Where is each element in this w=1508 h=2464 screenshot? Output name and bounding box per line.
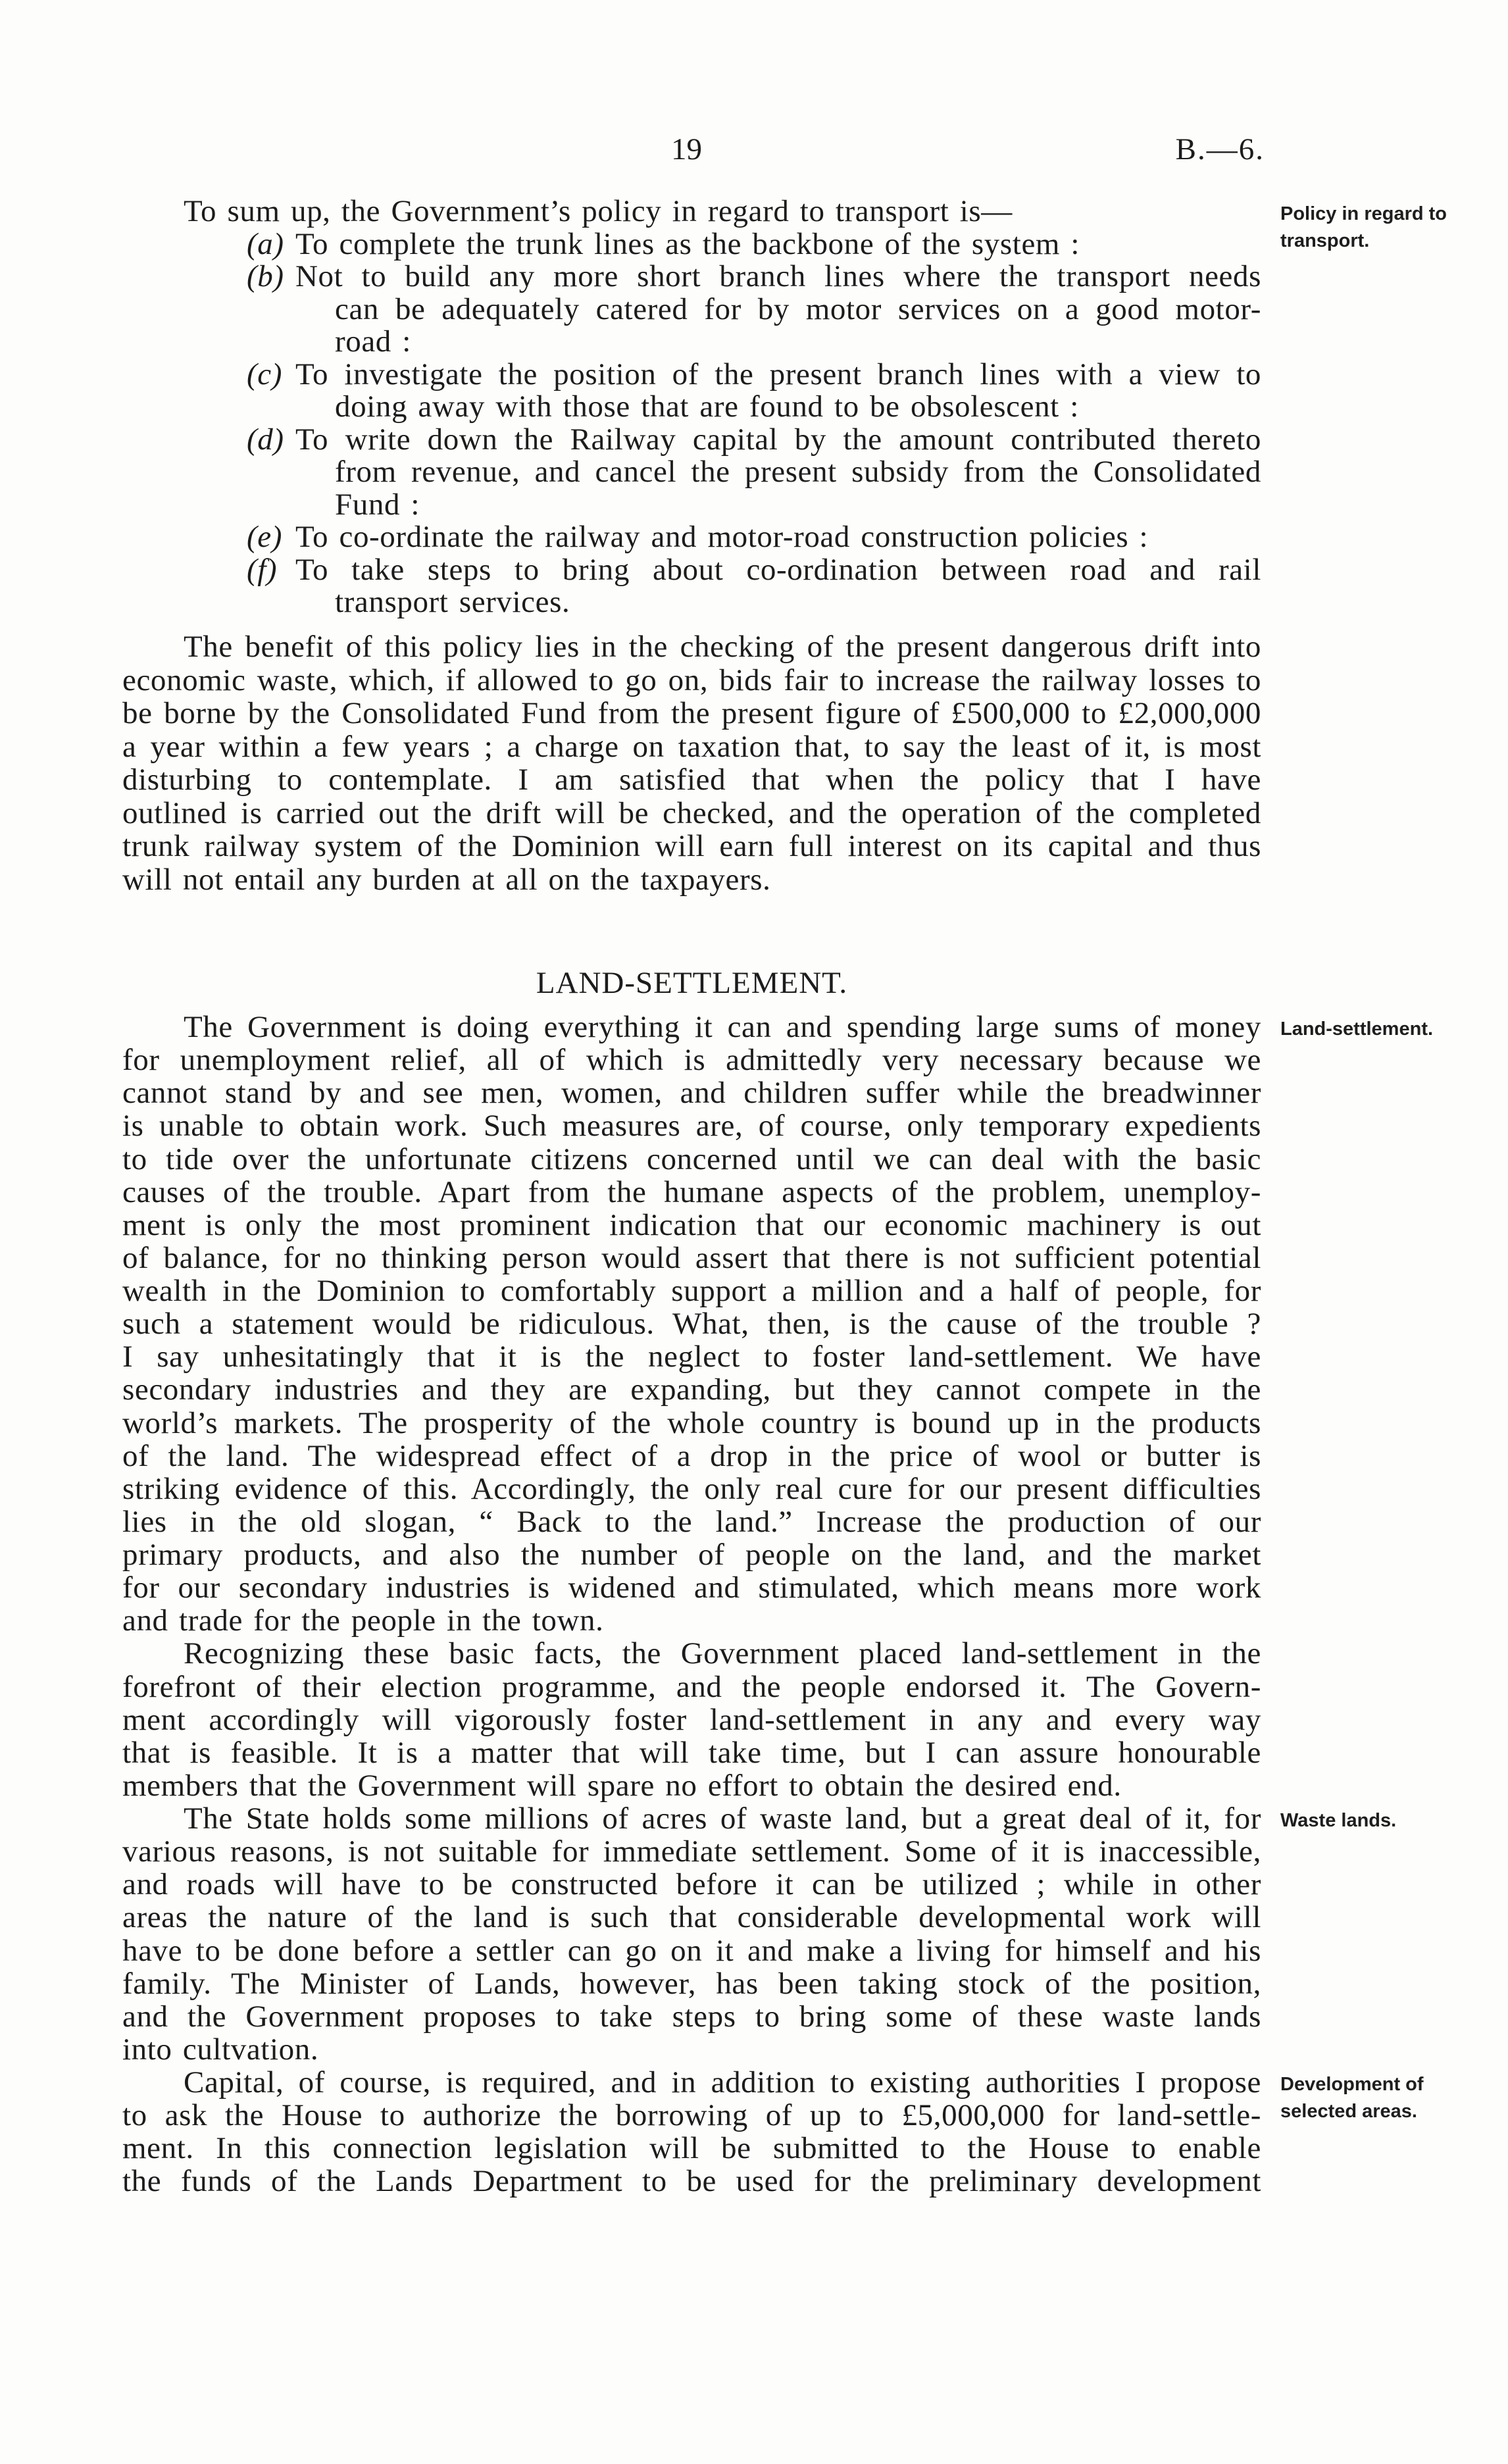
text-line: family. The Minister of Lands, however, has been taking stock of the position, xyxy=(122,1966,1261,2001)
margin-note-development xyxy=(1280,2071,1424,2125)
text-line: such a statement would be ridiculous. What, then, is the cause of the trouble ? xyxy=(122,1307,1261,1342)
list-label: (c) xyxy=(247,357,282,391)
page-number: 19 xyxy=(671,132,702,166)
text-line: economic waste, which, if allowed to go on, bids fair to increase the railway losses to xyxy=(122,663,1261,697)
transport-policy-intro: To sum up, the Government’s policy in regard to transport is— xyxy=(184,194,1013,228)
policy-item-f-continuation: transport services. xyxy=(335,585,570,619)
list-label: (e) xyxy=(247,520,282,554)
text-line: The benefit of this policy lies in the checking of the present dangerous drift into xyxy=(184,630,1261,664)
transport-policy-section xyxy=(122,195,1261,619)
text-line: for our secondary industries is widened and stimulated, which means more work xyxy=(122,1571,1261,1605)
text-line: I say unhesitatingly that it is the neglect to foster land-settlement. We have xyxy=(122,1340,1261,1374)
paragraph-waste-lands xyxy=(122,1802,1261,2066)
text-line: of balance, for no thinking person would assert that there is not sufficient potential xyxy=(122,1240,1261,1275)
policy-item-d xyxy=(122,424,1261,457)
text-line: outlined is carried out the drift will be checked, and the operation of the completed xyxy=(122,795,1261,830)
policy-item-c xyxy=(122,359,1261,391)
list-label: (b) xyxy=(247,259,284,293)
land-settlement-section xyxy=(122,1011,1261,2198)
list-label: (f) xyxy=(247,552,278,587)
margin-note-line: selected areas. xyxy=(1280,2100,1417,2122)
text-line: disturbing to contemplate. I am satisfied that when the policy that I have xyxy=(122,763,1261,797)
text-line: world’s markets. The prosperity of the whole country is bound up in the products xyxy=(122,1405,1261,1440)
policy-item-e xyxy=(122,521,1261,554)
list-text: To write down the Railway capital by the amount contributed thereto xyxy=(295,422,1261,457)
text-line: have to be done before a settler can go on it and make a living for himself and his xyxy=(122,1933,1261,1968)
list-text: To take steps to bring about co-ordination between road and rail xyxy=(295,552,1261,587)
text-line: ment is only the most prominent indication that our economic machinery is out xyxy=(122,1207,1261,1242)
text-line: various reasons, is not suitable for immediate settlement. Some of it is inaccessible, xyxy=(122,1834,1261,1869)
list-text: To complete the trunk lines as the backbone of the system : xyxy=(295,226,1080,261)
text-line: secondary industries and they are expanding, but they cannot compete in the xyxy=(122,1372,1261,1407)
policy-item-a xyxy=(122,228,1261,261)
paragraph-land-settlement xyxy=(122,1011,1261,1637)
text-line: be borne by the Consolidated Fund from the present figure of £500,000 to £2,000,000 xyxy=(122,696,1261,730)
text-line: areas the nature of the land is such that considerable developmental work will xyxy=(122,1900,1261,1935)
paragraph-capital xyxy=(122,2066,1261,2198)
list-label: (a) xyxy=(247,226,284,261)
policy-item-d-continuation: from revenue, and cancel the present subsidy from the Consolidated xyxy=(335,455,1261,489)
margin-note-line: Development of xyxy=(1280,2074,1424,2095)
text-line: and the Government proposes to take steps to bring some of these waste lands xyxy=(122,1999,1261,2034)
text-line: forefront of their election programme, and the people endorsed it. The Govern- xyxy=(122,1669,1261,1704)
text-line: that is feasible. It is a matter that will take time, but I can assure honourable xyxy=(122,1735,1261,1770)
policy-item-d-continuation: Fund : xyxy=(335,487,420,522)
margin-note-waste-lands xyxy=(1280,1807,1396,1834)
text-line: Recognizing these basic facts, the Government placed land-settlement in the xyxy=(184,1636,1261,1671)
policy-item-b xyxy=(122,261,1261,293)
text-line: to ask the House to authorize the borrowing of up to £5,000,000 for land-settle- xyxy=(122,2098,1261,2133)
text-line: for unemployment relief, all of which is admittedly very necessary because we xyxy=(122,1043,1261,1078)
list-label: (d) xyxy=(247,422,284,457)
policy-item-f xyxy=(122,554,1261,587)
text-line: and roads will have to be constructed before it can be utilized ; while in other xyxy=(122,1867,1261,1902)
text-line: The Government is doing everything it can and spending large sums of money xyxy=(184,1010,1261,1044)
text-line: a year within a few years ; a charge on taxation that, to say the least of it, is most xyxy=(122,729,1261,764)
margin-note-transport-policy xyxy=(1280,201,1447,254)
text-line: is unable to obtain work. Such measures are, of course, only temporary expedients xyxy=(122,1109,1261,1144)
text-line: ment. In this connection legislation will be submitted to the House to enable xyxy=(122,2131,1261,2166)
list-text: Not to build any more short branch lines where the transport needs xyxy=(295,259,1261,293)
policy-item-b-continuation: road : xyxy=(335,324,411,359)
margin-note-line: Policy in regard to xyxy=(1280,203,1447,224)
text-line: the funds of the Lands Department to be used for the preliminary development xyxy=(122,2164,1261,2199)
list-text: To investigate the position of the present branch lines with a view to xyxy=(295,357,1261,391)
margin-note-line: Waste lands. xyxy=(1280,1810,1397,1831)
text-line: Capital, of course, is required, and in addition to existing authorities I propose xyxy=(184,2065,1261,2099)
text-line: to tide over the unfortunate citizens concerned until we can deal with the basic xyxy=(122,1142,1261,1176)
text-line: primary products, and also the number of people on the land, and the market xyxy=(122,1538,1261,1572)
text-line: members that the Government will spare no effort to obtain the desired end. xyxy=(122,1768,1122,1803)
text-line: will not entail any burden at all on the taxpayers. xyxy=(122,862,771,897)
list-text: To co-ordinate the railway and motor-road construction policies : xyxy=(295,520,1149,554)
margin-note-line: Land-settlement. xyxy=(1280,1018,1434,1040)
section-heading: LAND-SETTLEMENT. xyxy=(536,966,848,1000)
margin-note-line: transport. xyxy=(1280,230,1370,251)
text-line: trunk railway system of the Dominion will earn full interest on its capital and thus xyxy=(122,829,1261,863)
text-line: ment accordingly will vigorously foster land-settlement in any and every way xyxy=(122,1702,1261,1737)
text-line: into cultvation. xyxy=(122,2032,319,2067)
policy-item-b-continuation: can be adequately catered for by motor services on a good motor- xyxy=(335,291,1261,326)
text-line: lies in the old slogan, “ Back to the land.” Increase the production of our xyxy=(122,1504,1261,1539)
policy-item-c-continuation: doing away with those that are found to be obsolescent : xyxy=(335,390,1079,424)
paragraph-election-programme xyxy=(122,1637,1261,1802)
text-line: causes of the trouble. Apart from the humane aspects of the problem, unemploy- xyxy=(122,1174,1261,1209)
text-line: cannot stand by and see men, women, and children suffer while the breadwinner xyxy=(122,1076,1261,1111)
text-line: wealth in the Dominion to comfortably support a million and a half of people, for xyxy=(122,1274,1261,1308)
paragraph-benefit xyxy=(122,630,1261,896)
margin-note-land-settlement xyxy=(1280,1016,1433,1043)
text-line: The State holds some millions of acres of waste land, but a great deal of it, for xyxy=(184,1801,1261,1836)
document-reference: B.—6. xyxy=(1175,132,1265,166)
text-line: striking evidence of this. Accordingly, the only real cure for our present difficulties xyxy=(122,1471,1261,1506)
text-line: of the land. The widespread effect of a drop in the price of wool or butter is xyxy=(122,1438,1261,1473)
text-line: and trade for the people in the town. xyxy=(122,1603,604,1638)
